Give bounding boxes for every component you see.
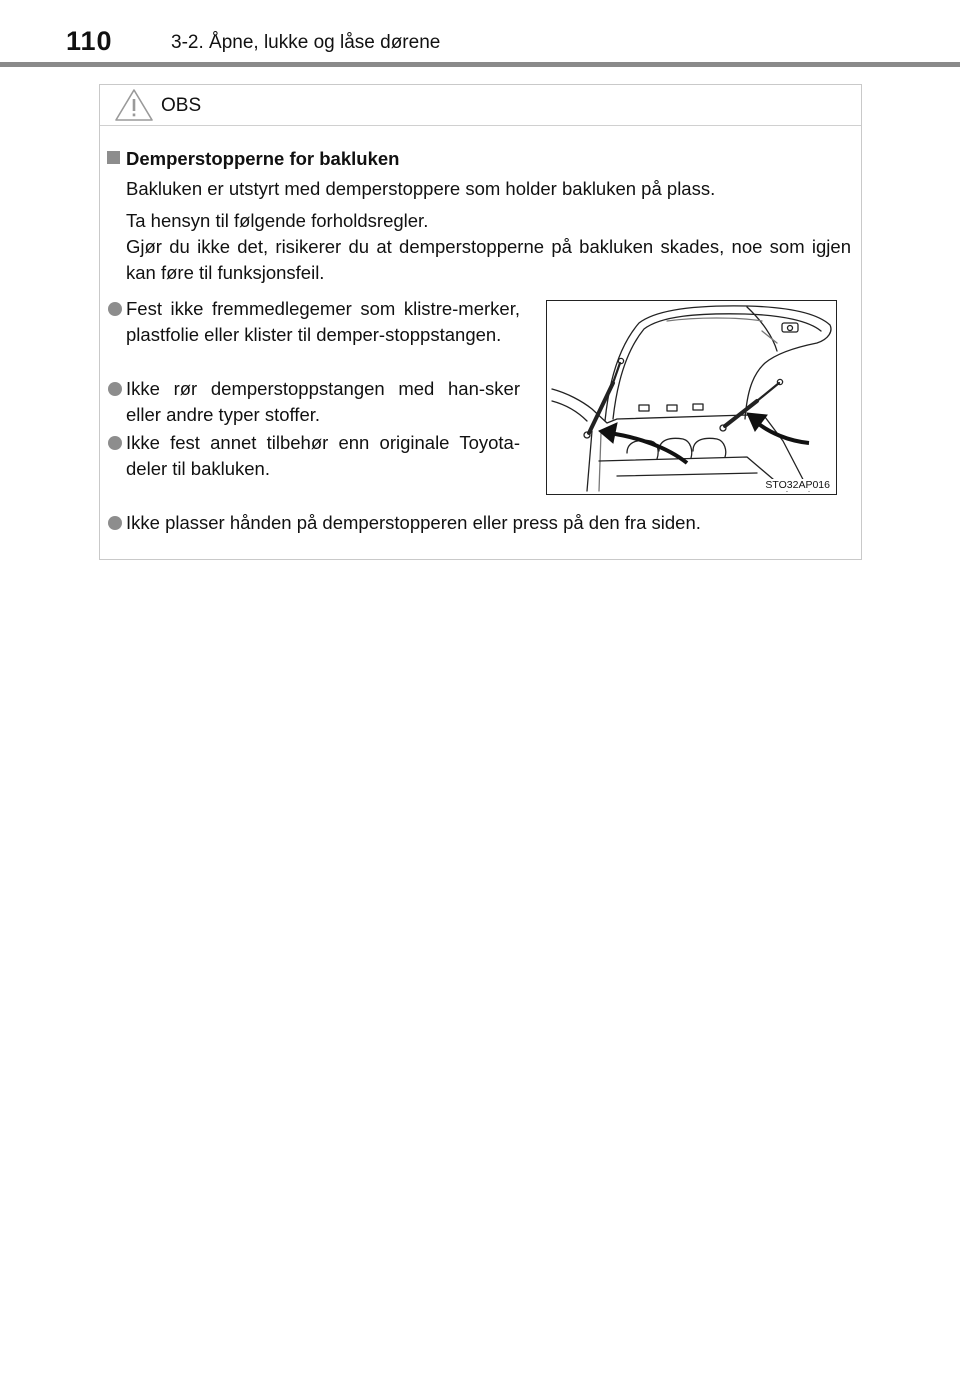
square-bullet-icon (107, 151, 120, 164)
list-item-text: Ikke rør demperstoppstangen med han-sker eller andre typer stoffer. (126, 378, 520, 425)
figure-code: STO32AP016 (765, 479, 830, 491)
warning-triangle-icon (114, 88, 154, 122)
subheading-text: Demperstopperne for bakluken (126, 148, 400, 169)
caution-header (100, 85, 861, 126)
paragraph-precautions (126, 208, 851, 286)
caution-subheading (107, 148, 399, 170)
tailgate-drawing (547, 301, 837, 495)
list-item-text: Ikke fest annet tilbehør enn originale Toyota-deler til bakluken. (126, 432, 520, 479)
list-item (108, 430, 520, 482)
page-header (0, 0, 960, 70)
paragraph-intro: Bakluken er utstyrt med demperstoppere som holder bakluken på plass. (126, 178, 716, 199)
bullet-dot-icon (108, 516, 122, 530)
section-title: 3-2. Åpne, lukke og låse dørene (171, 32, 441, 53)
bullet-dot-icon (108, 436, 122, 450)
caution-box (99, 84, 862, 560)
list-item-text: Fest ikke fremmedlegemer som klistre-merker, plastfolie eller klister til demper-stoppstangen. (126, 298, 520, 345)
bullet-dot-icon (108, 302, 122, 316)
tailgate-damper-illustration (546, 300, 837, 495)
header-rule (0, 62, 960, 67)
paragraph-precautions-line-2: Gjør du ikke det, risikerer du at demperstopperne på bakluken skades, noe som igjen kan føre til funksjonsfeil. (126, 236, 851, 283)
page-number: 110 (66, 26, 113, 56)
list-item (108, 296, 520, 348)
list-item-text: Ikke plasser hånden på demperstopperen eller press på den fra siden. (126, 512, 701, 533)
list-item (108, 376, 520, 428)
bullet-dot-icon (108, 382, 122, 396)
paragraph-precautions-line-1: Ta hensyn til følgende forholdsregler. (126, 210, 429, 231)
list-item (108, 510, 858, 536)
caution-label: OBS (161, 95, 202, 116)
